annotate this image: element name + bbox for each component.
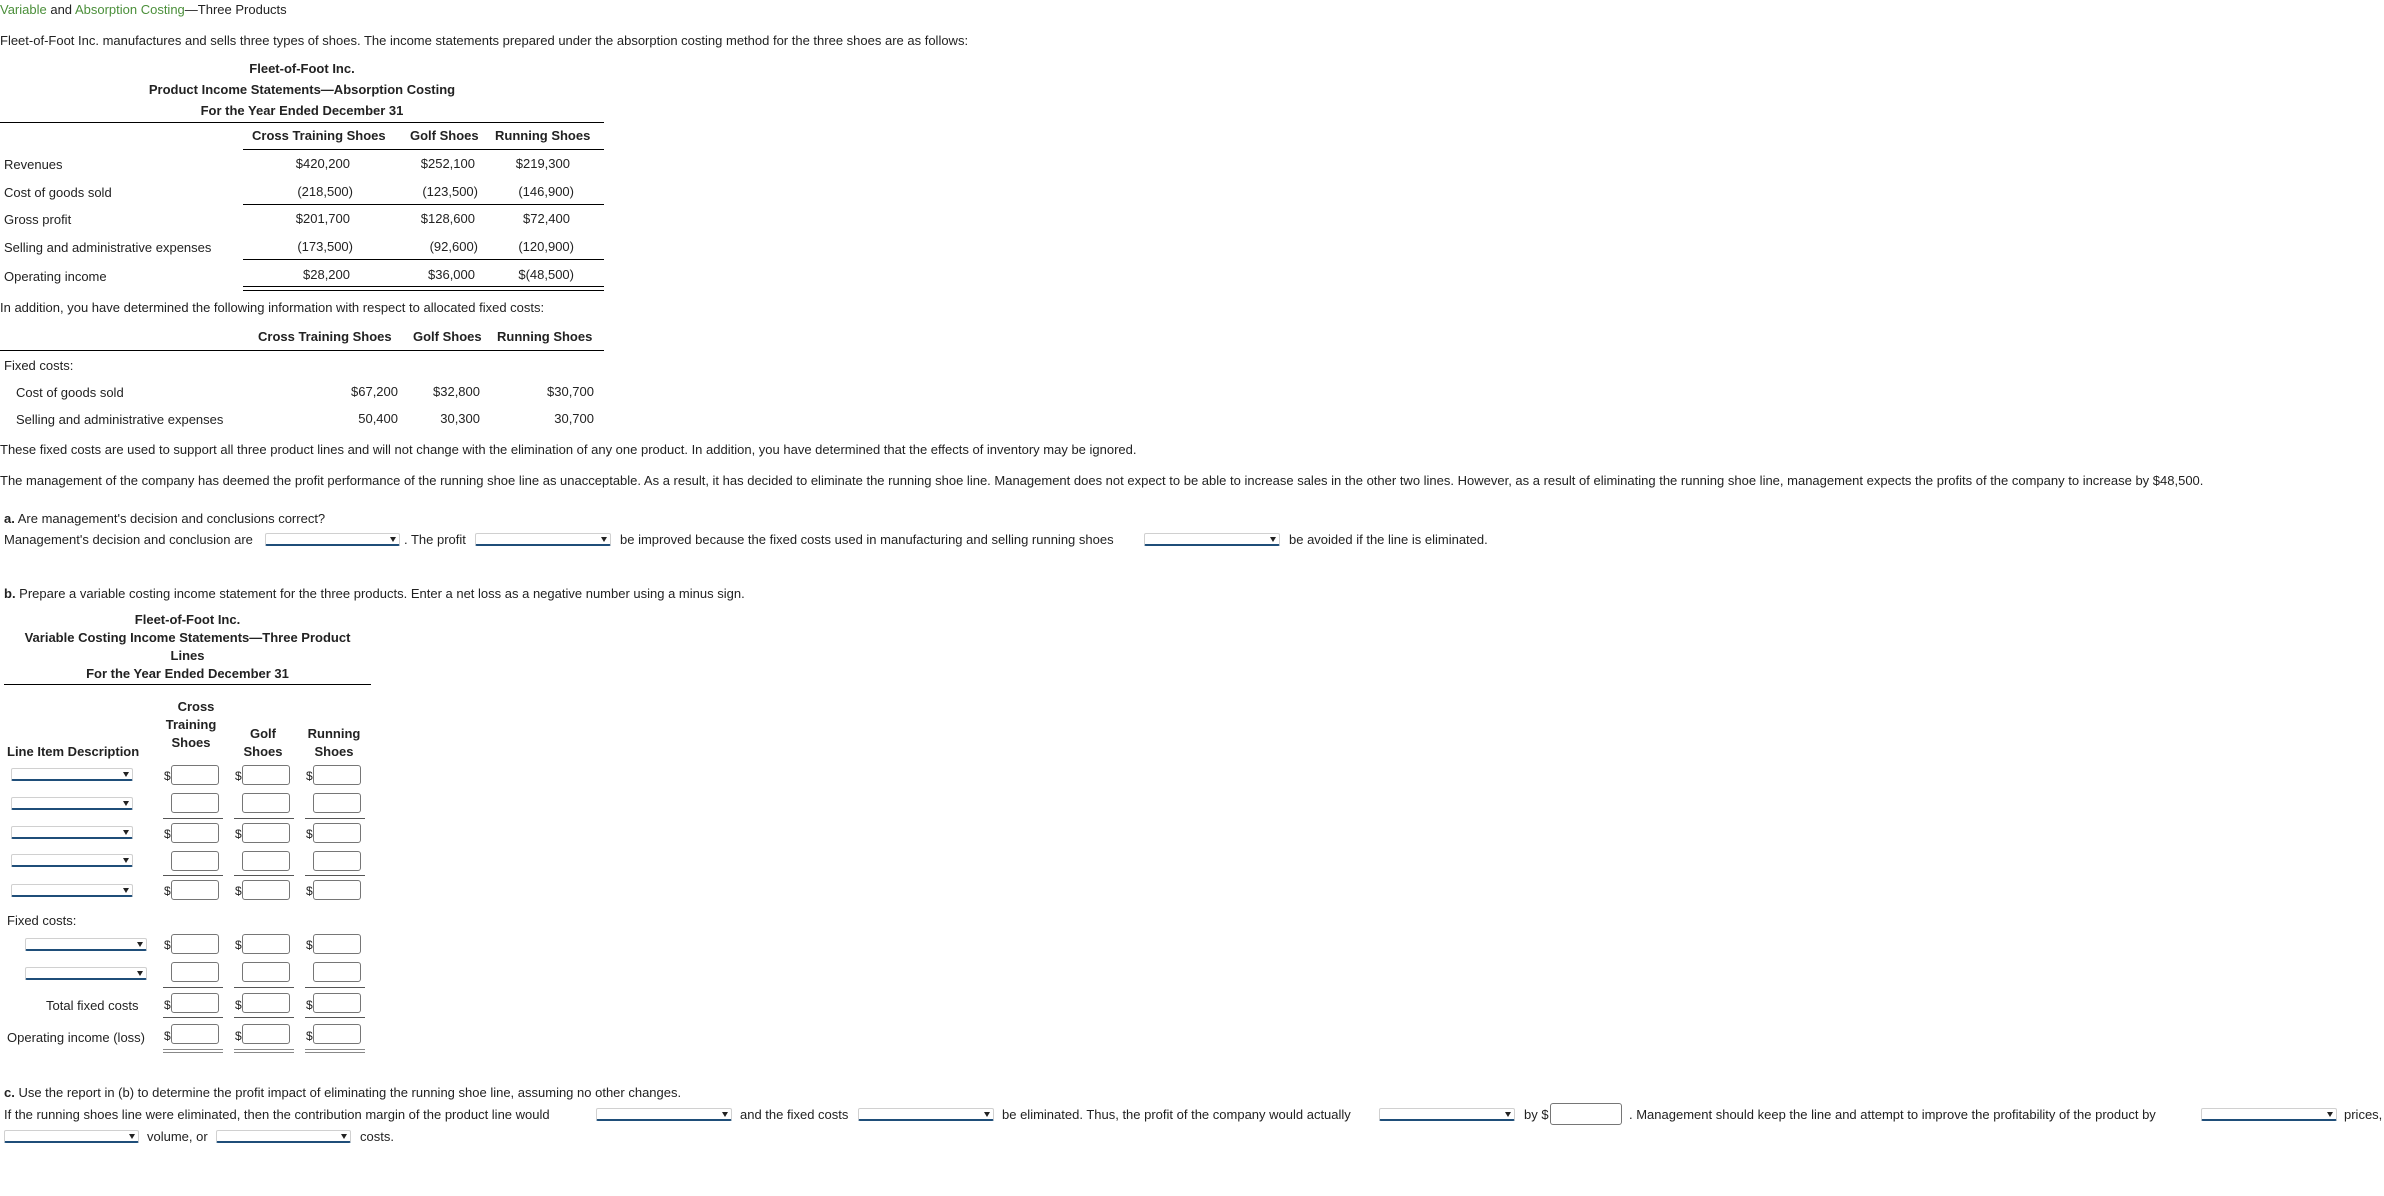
contribution-margin-dropdown[interactable] [596, 1108, 732, 1121]
abs-total-double-rule [243, 286, 604, 291]
part-c-sentence-4: by $ [1524, 1107, 1549, 1122]
dollar-sign: $ [306, 1029, 313, 1043]
subtotal-rule [305, 987, 365, 988]
part-a-sentence-2: . The profit [404, 532, 466, 547]
part-b-question-text: Prepare a variable costing income statement for the three products. Enter a net loss as a negative number using a minus sign. [15, 586, 745, 601]
dollar-sign: $ [164, 1029, 171, 1043]
title-and: and [46, 2, 75, 17]
part-c-sentence-5: . Management should keep the line and attempt to improve the profitability of the product by [1629, 1107, 2156, 1122]
abs-company: Fleet-of-Foot Inc. [249, 61, 355, 76]
abs-period: For the Year Ended December 31 [200, 103, 404, 118]
line-item-dropdown[interactable] [11, 884, 133, 897]
line-item-dropdown[interactable] [11, 768, 133, 781]
col-running-2: Shoes [314, 744, 354, 759]
fixed-cell: $32,800 [433, 384, 480, 399]
line-item-dropdown[interactable] [11, 854, 133, 867]
line-item-dropdown[interactable] [11, 826, 133, 839]
var-fixed-costs-label: Fixed costs: [7, 913, 77, 928]
running-amount-input[interactable] [313, 880, 361, 900]
golf-fixed-input[interactable] [242, 934, 290, 954]
col-line-item-description: Line Item Description [7, 744, 140, 759]
abs-cell: (92,600) [429, 239, 478, 254]
dollar-sign: $ [164, 884, 171, 898]
fixed-col-running: Running Shoes [497, 329, 593, 344]
fixed-costs-label: Fixed costs: [4, 358, 74, 373]
part-c-sentence-3: be eliminated. Thus, the profit of the company would actually [1002, 1107, 1351, 1122]
abs-cell: (123,500) [422, 184, 478, 199]
dollar-sign: $ [306, 827, 313, 841]
subtotal-rule [305, 818, 365, 819]
cross-training-amount-input[interactable] [171, 880, 219, 900]
subtotal-rule [163, 987, 223, 988]
dollar-sign: $ [306, 884, 313, 898]
total-double-rule [163, 1049, 223, 1053]
running-fixed-input[interactable] [313, 962, 361, 982]
subtotal-rule [234, 1017, 294, 1018]
subtotal-rule [234, 987, 294, 988]
subtotal-rule [234, 875, 294, 876]
fixed-cell: 30,700 [554, 411, 594, 426]
total-double-rule [305, 1049, 365, 1053]
abs-cell: (173,500) [297, 239, 353, 254]
fixed-col-golf: Golf Shoes [413, 329, 482, 344]
fixed-cell: 30,300 [440, 411, 480, 426]
subtotal-rule [234, 818, 294, 819]
part-c-sentence-6: prices, [2344, 1107, 2383, 1122]
chevron-down-icon [123, 801, 129, 806]
cross-training-operating-income-input[interactable] [171, 1024, 219, 1044]
dollar-sign: $ [164, 827, 171, 841]
profit-change-amount-input[interactable] [1550, 1103, 1622, 1125]
dollar-sign: $ [164, 998, 171, 1012]
abs-cell: $28,200 [303, 267, 350, 282]
cross-training-fixed-input[interactable] [171, 934, 219, 954]
note-management: The management of the company has deemed the profit performance of the running shoe line as unacceptable. As a result, it has decided to eliminate the running shoe line. Management does not expect to be able to increase sales in the other two lines. However, as a result of eliminating the running shoe line, management expects the profits of the company to increase by $48,500. [0, 473, 2204, 488]
part-c-sentence-8: costs. [360, 1129, 394, 1144]
abs-subtotal-rule [243, 204, 604, 205]
part-b-question [4, 586, 745, 601]
abs-cell: $128,600 [420, 211, 475, 226]
chevron-down-icon [137, 971, 143, 976]
abs-row-label: Operating income [4, 269, 107, 284]
col-golf-1: Golf [250, 726, 276, 741]
cross-training-amount-input[interactable] [171, 823, 219, 843]
chevron-down-icon [2327, 1112, 2333, 1117]
chevron-down-icon [123, 888, 129, 893]
improve-costs-dropdown[interactable] [216, 1130, 351, 1143]
running-amount-input[interactable] [313, 851, 361, 871]
fixed-intro-text: In addition, you have determined the following information with respect to allocated fixed costs: [0, 300, 545, 315]
running-fixed-input[interactable] [313, 934, 361, 954]
chevron-down-icon [1505, 1112, 1511, 1117]
chevron-down-icon [123, 830, 129, 835]
abs-row-label: Gross profit [4, 212, 72, 227]
decision-correctness-dropdown[interactable] [265, 533, 400, 546]
var-statement-title: Variable Costing Income Statements—Three Product [24, 630, 351, 645]
part-a-question-text: Are management's decision and conclusions correct? [14, 511, 326, 526]
part-c-question [4, 1085, 681, 1100]
dollar-sign: $ [235, 769, 242, 783]
chevron-down-icon [123, 772, 129, 777]
col-cross-training-2: Training [165, 717, 217, 732]
subtotal-rule [163, 1017, 223, 1018]
golf-amount-input[interactable] [242, 823, 290, 843]
operating-income-loss-label: Operating income (loss) [7, 1030, 145, 1045]
chevron-down-icon [601, 537, 607, 542]
cross-training-amount-input[interactable] [171, 793, 219, 813]
abs-cell: $252,100 [420, 156, 475, 171]
golf-amount-input[interactable] [242, 793, 290, 813]
fixed-costs-eliminated-dropdown[interactable] [858, 1108, 994, 1121]
var-period: For the Year Ended December 31 [86, 666, 289, 681]
chevron-down-icon [137, 942, 143, 947]
subtotal-rule [163, 818, 223, 819]
absorption-costing-link[interactable]: Absorption Costing [74, 2, 185, 17]
part-a-sentence-4: be avoided if the line is eliminated. [1289, 532, 1488, 547]
var-title-rule [4, 684, 371, 685]
golf-total-fixed-input[interactable] [242, 993, 290, 1013]
dollar-sign: $ [164, 769, 171, 783]
col-running-1: Running [307, 726, 361, 741]
running-amount-input[interactable] [313, 823, 361, 843]
fixed-row-label: Cost of goods sold [16, 385, 124, 400]
col-cross-training-3: Shoes [171, 735, 211, 750]
cross-training-total-fixed-input[interactable] [171, 993, 219, 1013]
cross-training-amount-input[interactable] [171, 851, 219, 871]
abs-cell: (120,900) [518, 239, 574, 254]
dollar-sign: $ [235, 1029, 242, 1043]
abs-col-golf: Golf Shoes [410, 128, 479, 143]
profit-change-dropdown[interactable] [1379, 1108, 1515, 1121]
abs-cell: $420,200 [295, 156, 350, 171]
part-c-question-text: Use the report in (b) to determine the profit impact of eliminating the running shoe line, assuming no other changes. [14, 1085, 682, 1100]
dollar-sign: $ [235, 827, 242, 841]
col-golf-2: Shoes [243, 744, 283, 759]
profit-improvement-dropdown[interactable] [475, 533, 611, 546]
part-c-sentence-7: volume, or [147, 1129, 208, 1144]
subtotal-rule [163, 875, 223, 876]
fixed-col-cross-training: Cross Training Shoes [258, 329, 392, 344]
improve-volume-dropdown[interactable] [4, 1130, 139, 1143]
abs-cell: (218,500) [297, 184, 353, 199]
subtotal-rule [305, 1017, 365, 1018]
part-a-sentence-1: Management's decision and conclusion are [4, 532, 253, 547]
total-fixed-costs-label: Total fixed costs [46, 998, 139, 1013]
dollar-sign: $ [306, 998, 313, 1012]
running-amount-input[interactable] [313, 765, 361, 785]
abs-statement-title: Product Income Statements—Absorption Costing [148, 82, 456, 97]
golf-amount-input[interactable] [242, 880, 290, 900]
dollar-sign: $ [235, 998, 242, 1012]
dollar-sign: $ [235, 884, 242, 898]
fixed-cell: $67,200 [351, 384, 398, 399]
cross-training-amount-input[interactable] [171, 765, 219, 785]
subtotal-rule [305, 875, 365, 876]
part-c-sentence-2: and the fixed costs [740, 1107, 849, 1122]
fixed-cell: 50,400 [358, 411, 398, 426]
fixed-row-label: Selling and administrative expenses [16, 412, 224, 427]
chevron-down-icon [123, 858, 129, 863]
title-rest: —Three Products [184, 2, 287, 17]
part-a-question [4, 511, 325, 526]
abs-cell: $36,000 [428, 267, 475, 282]
problem-title [0, 2, 287, 17]
abs-subtotal-rule [243, 259, 604, 260]
abs-top-rule [0, 122, 604, 123]
dollar-sign: $ [164, 938, 171, 952]
part-c-letter: c. [4, 1085, 15, 1100]
note-fixed-costs: These fixed costs are used to support all three product lines and will not change with the elimination of any one product. In addition, you have determined that the effects of inventory may be ignored. [0, 442, 1137, 457]
abs-cell: $(48,500) [518, 267, 574, 282]
dollar-sign: $ [306, 938, 313, 952]
part-b-letter: b. [4, 586, 16, 601]
abs-col-cross-training: Cross Training Shoes [252, 128, 386, 143]
abs-row-label: Cost of goods sold [4, 185, 112, 200]
chevron-down-icon [722, 1112, 728, 1117]
dollar-sign: $ [306, 769, 313, 783]
chevron-down-icon [341, 1134, 347, 1139]
running-amount-input[interactable] [313, 793, 361, 813]
line-item-dropdown[interactable] [11, 797, 133, 810]
fixed-header-rule [0, 350, 604, 351]
fixed-cell: $30,700 [547, 384, 594, 399]
abs-cell: $201,700 [295, 211, 350, 226]
cross-training-fixed-input[interactable] [171, 962, 219, 982]
part-a-sentence-3: be improved because the fixed costs used in manufacturing and selling running shoes [620, 532, 1114, 547]
abs-cell: $72,400 [523, 211, 570, 226]
part-a-letter: a. [4, 511, 15, 526]
fixed-cost-item-dropdown[interactable] [25, 967, 147, 980]
chevron-down-icon [984, 1112, 990, 1117]
golf-amount-input[interactable] [242, 851, 290, 871]
fixed-cost-item-dropdown[interactable] [25, 938, 147, 951]
golf-operating-income-input[interactable] [242, 1024, 290, 1044]
chevron-down-icon [390, 537, 396, 542]
variable-link[interactable]: Variable [0, 2, 47, 17]
part-c-sentence-1: If the running shoes line were eliminated, then the contribution margin of the product line would [4, 1107, 550, 1122]
intro-text: Fleet-of-Foot Inc. manufactures and sells three types of shoes. The income statements prepared under the absorption costing method for the three shoes are as follows: [0, 33, 969, 48]
abs-row-label: Revenues [4, 157, 63, 172]
golf-fixed-input[interactable] [242, 962, 290, 982]
improve-prices-dropdown[interactable] [2201, 1108, 2337, 1121]
chevron-down-icon [129, 1134, 135, 1139]
running-operating-income-input[interactable] [313, 1024, 361, 1044]
fixed-costs-avoidable-dropdown[interactable] [1144, 533, 1280, 546]
var-company: Fleet-of-Foot Inc. [134, 612, 241, 627]
var-statement-title-2: Lines [170, 648, 205, 663]
golf-amount-input[interactable] [242, 765, 290, 785]
abs-header-rule [243, 149, 604, 150]
total-double-rule [234, 1049, 294, 1053]
chevron-down-icon [1270, 537, 1276, 542]
abs-cell: $219,300 [515, 156, 570, 171]
dollar-sign: $ [235, 938, 242, 952]
running-total-fixed-input[interactable] [313, 993, 361, 1013]
abs-row-label: Selling and administrative expenses [4, 240, 212, 255]
abs-cell: (146,900) [518, 184, 574, 199]
col-cross-training-1: Cross [177, 699, 215, 714]
abs-col-running: Running Shoes [495, 128, 591, 143]
